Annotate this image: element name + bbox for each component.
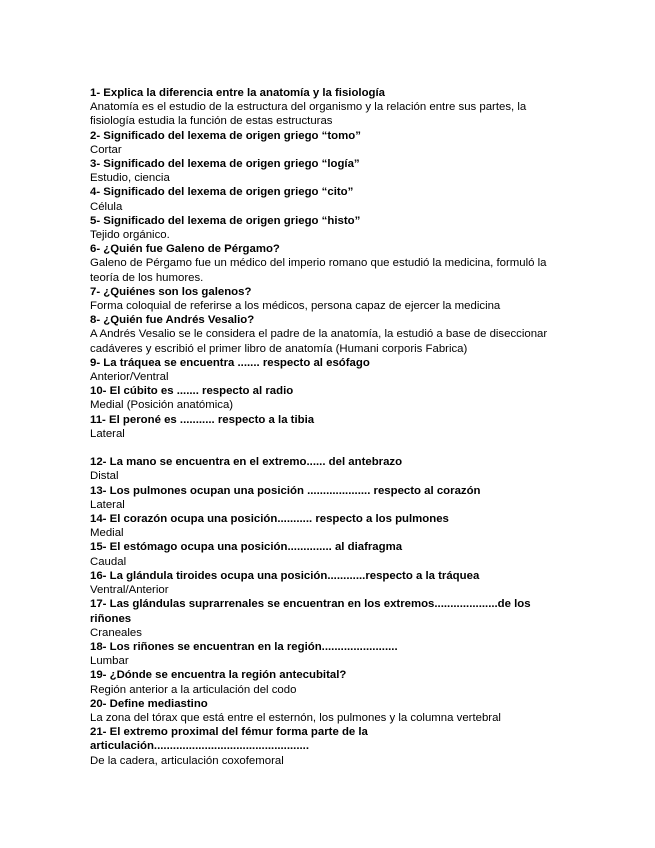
question-text: 1- Explica la diferencia entre la anatomía y la fisiología — [90, 87, 385, 99]
document-page — [90, 86, 570, 768]
question-text: 4- Significado del lexema de origen griego “cito” — [90, 186, 354, 199]
qa-item-9 — [90, 356, 570, 384]
qa-item-15 — [90, 540, 570, 568]
qa-item-11 — [90, 413, 570, 441]
answer-text: Caudal — [90, 555, 127, 568]
qa-item-18 — [90, 640, 570, 668]
qa-item-6 — [90, 242, 570, 285]
qa-item-14 — [90, 512, 570, 540]
question-text: 16- La glándula tiroides ocupa una posición............respecto a la tráquea — [90, 569, 480, 582]
qa-item-1 — [90, 86, 570, 129]
answer-text: Lumbar — [90, 655, 129, 668]
question-text: 8- ¿Quién fue Andrés Vesalio? — [90, 314, 255, 327]
qa-item-4 — [90, 185, 570, 213]
question-text: 3- Significado del lexema de origen griego “logía” — [90, 158, 360, 171]
qa-item-20 — [90, 697, 570, 725]
question-text: 21- El extremo proximal del fémur forma parte de la articulación................................................. — [90, 726, 368, 753]
qa-item-3 — [90, 157, 570, 185]
paragraph-gap — [90, 441, 570, 455]
answer-text: Ventral/Anterior — [90, 584, 169, 597]
answer-text: Medial — [90, 527, 124, 540]
qa-item-12 — [90, 455, 570, 483]
answer-text: Anterior/Ventral — [90, 371, 169, 384]
qa-item-13 — [90, 484, 570, 512]
question-text: 12- La mano se encuentra en el extremo...... del antebrazo — [90, 456, 403, 469]
answer-text: Forma coloquial de referirse a los médicos, persona capaz de ejercer la medicina — [90, 300, 501, 313]
qa-item-16 — [90, 569, 570, 597]
qa-item-5 — [90, 214, 570, 242]
answer-text: Distal — [90, 470, 119, 483]
question-text: 9- La tráquea se encuentra ....... respecto al esófago — [90, 356, 370, 369]
qa-item-21 — [90, 725, 570, 768]
answer-text: Craneales — [90, 626, 142, 639]
question-text: 17- Las glándulas suprarrenales se encuentran en los extremos....................de los riñones — [90, 598, 531, 625]
answer-text: Célula — [90, 200, 123, 213]
answer-text: Tejido orgánico. — [90, 229, 170, 242]
qa-item-2 — [90, 129, 570, 157]
qa-item-7 — [90, 285, 570, 313]
question-text: 5- Significado del lexema de origen griego “histo” — [90, 214, 361, 227]
answer-text: De la cadera, articulación coxofemoral — [90, 754, 284, 767]
question-text: 20- Define mediastino — [90, 697, 208, 710]
question-text: 7- ¿Quiénes son los galenos? — [90, 285, 252, 298]
qa-item-19 — [90, 668, 570, 696]
answer-text: Anatomía es el estudio de la estructura del organismo y la relación entre sus partes, la fisiología estudia la función de estas estructuras — [90, 101, 527, 128]
answer-text: Estudio, ciencia — [90, 172, 170, 185]
question-text: 15- El estómago ocupa una posición.............. al diafragma — [90, 541, 403, 554]
answer-text: A Andrés Vesalio se le considera el padre de la anatomía, la estudió a base de diseccionar cadáveres y escribió el primer libro de anatomía (Humani corporis Fabrica) — [90, 328, 548, 355]
answer-text: Cortar — [90, 143, 122, 156]
question-text: 10- El cúbito es ....... respecto al radio — [90, 385, 294, 398]
question-text: 19- ¿Dónde se encuentra la región antecubital? — [90, 669, 347, 682]
question-text: 11- El peroné es ........... respecto a la tibia — [90, 413, 315, 426]
question-text: 13- Los pulmones ocupan una posición .................... respecto al corazón — [90, 484, 481, 497]
question-text: 6- ¿Quién fue Galeno de Pérgamo? — [90, 243, 280, 256]
question-text: 18- Los riñones se encuentran en la región........................ — [90, 640, 398, 653]
answer-text: Galeno de Pérgamo fue un médico del imperio romano que estudió la medicina, formuló la teoría de los humores. — [90, 257, 547, 284]
question-text: 14- El corazón ocupa una posición........... respecto a los pulmones — [90, 513, 449, 526]
answer-text: Lateral — [90, 427, 125, 440]
qa-item-8 — [90, 313, 570, 356]
answer-text: Medial (Posición anatómica) — [90, 399, 234, 412]
question-text: 2- Significado del lexema de origen griego “tomo” — [90, 129, 361, 142]
answer-text: Región anterior a la articulación del codo — [90, 683, 297, 696]
answer-text: Lateral — [90, 498, 125, 511]
answer-text: La zona del tórax que está entre el esternón, los pulmones y la columna vertebral — [90, 711, 501, 724]
qa-item-17 — [90, 597, 570, 640]
qa-item-10 — [90, 384, 570, 412]
